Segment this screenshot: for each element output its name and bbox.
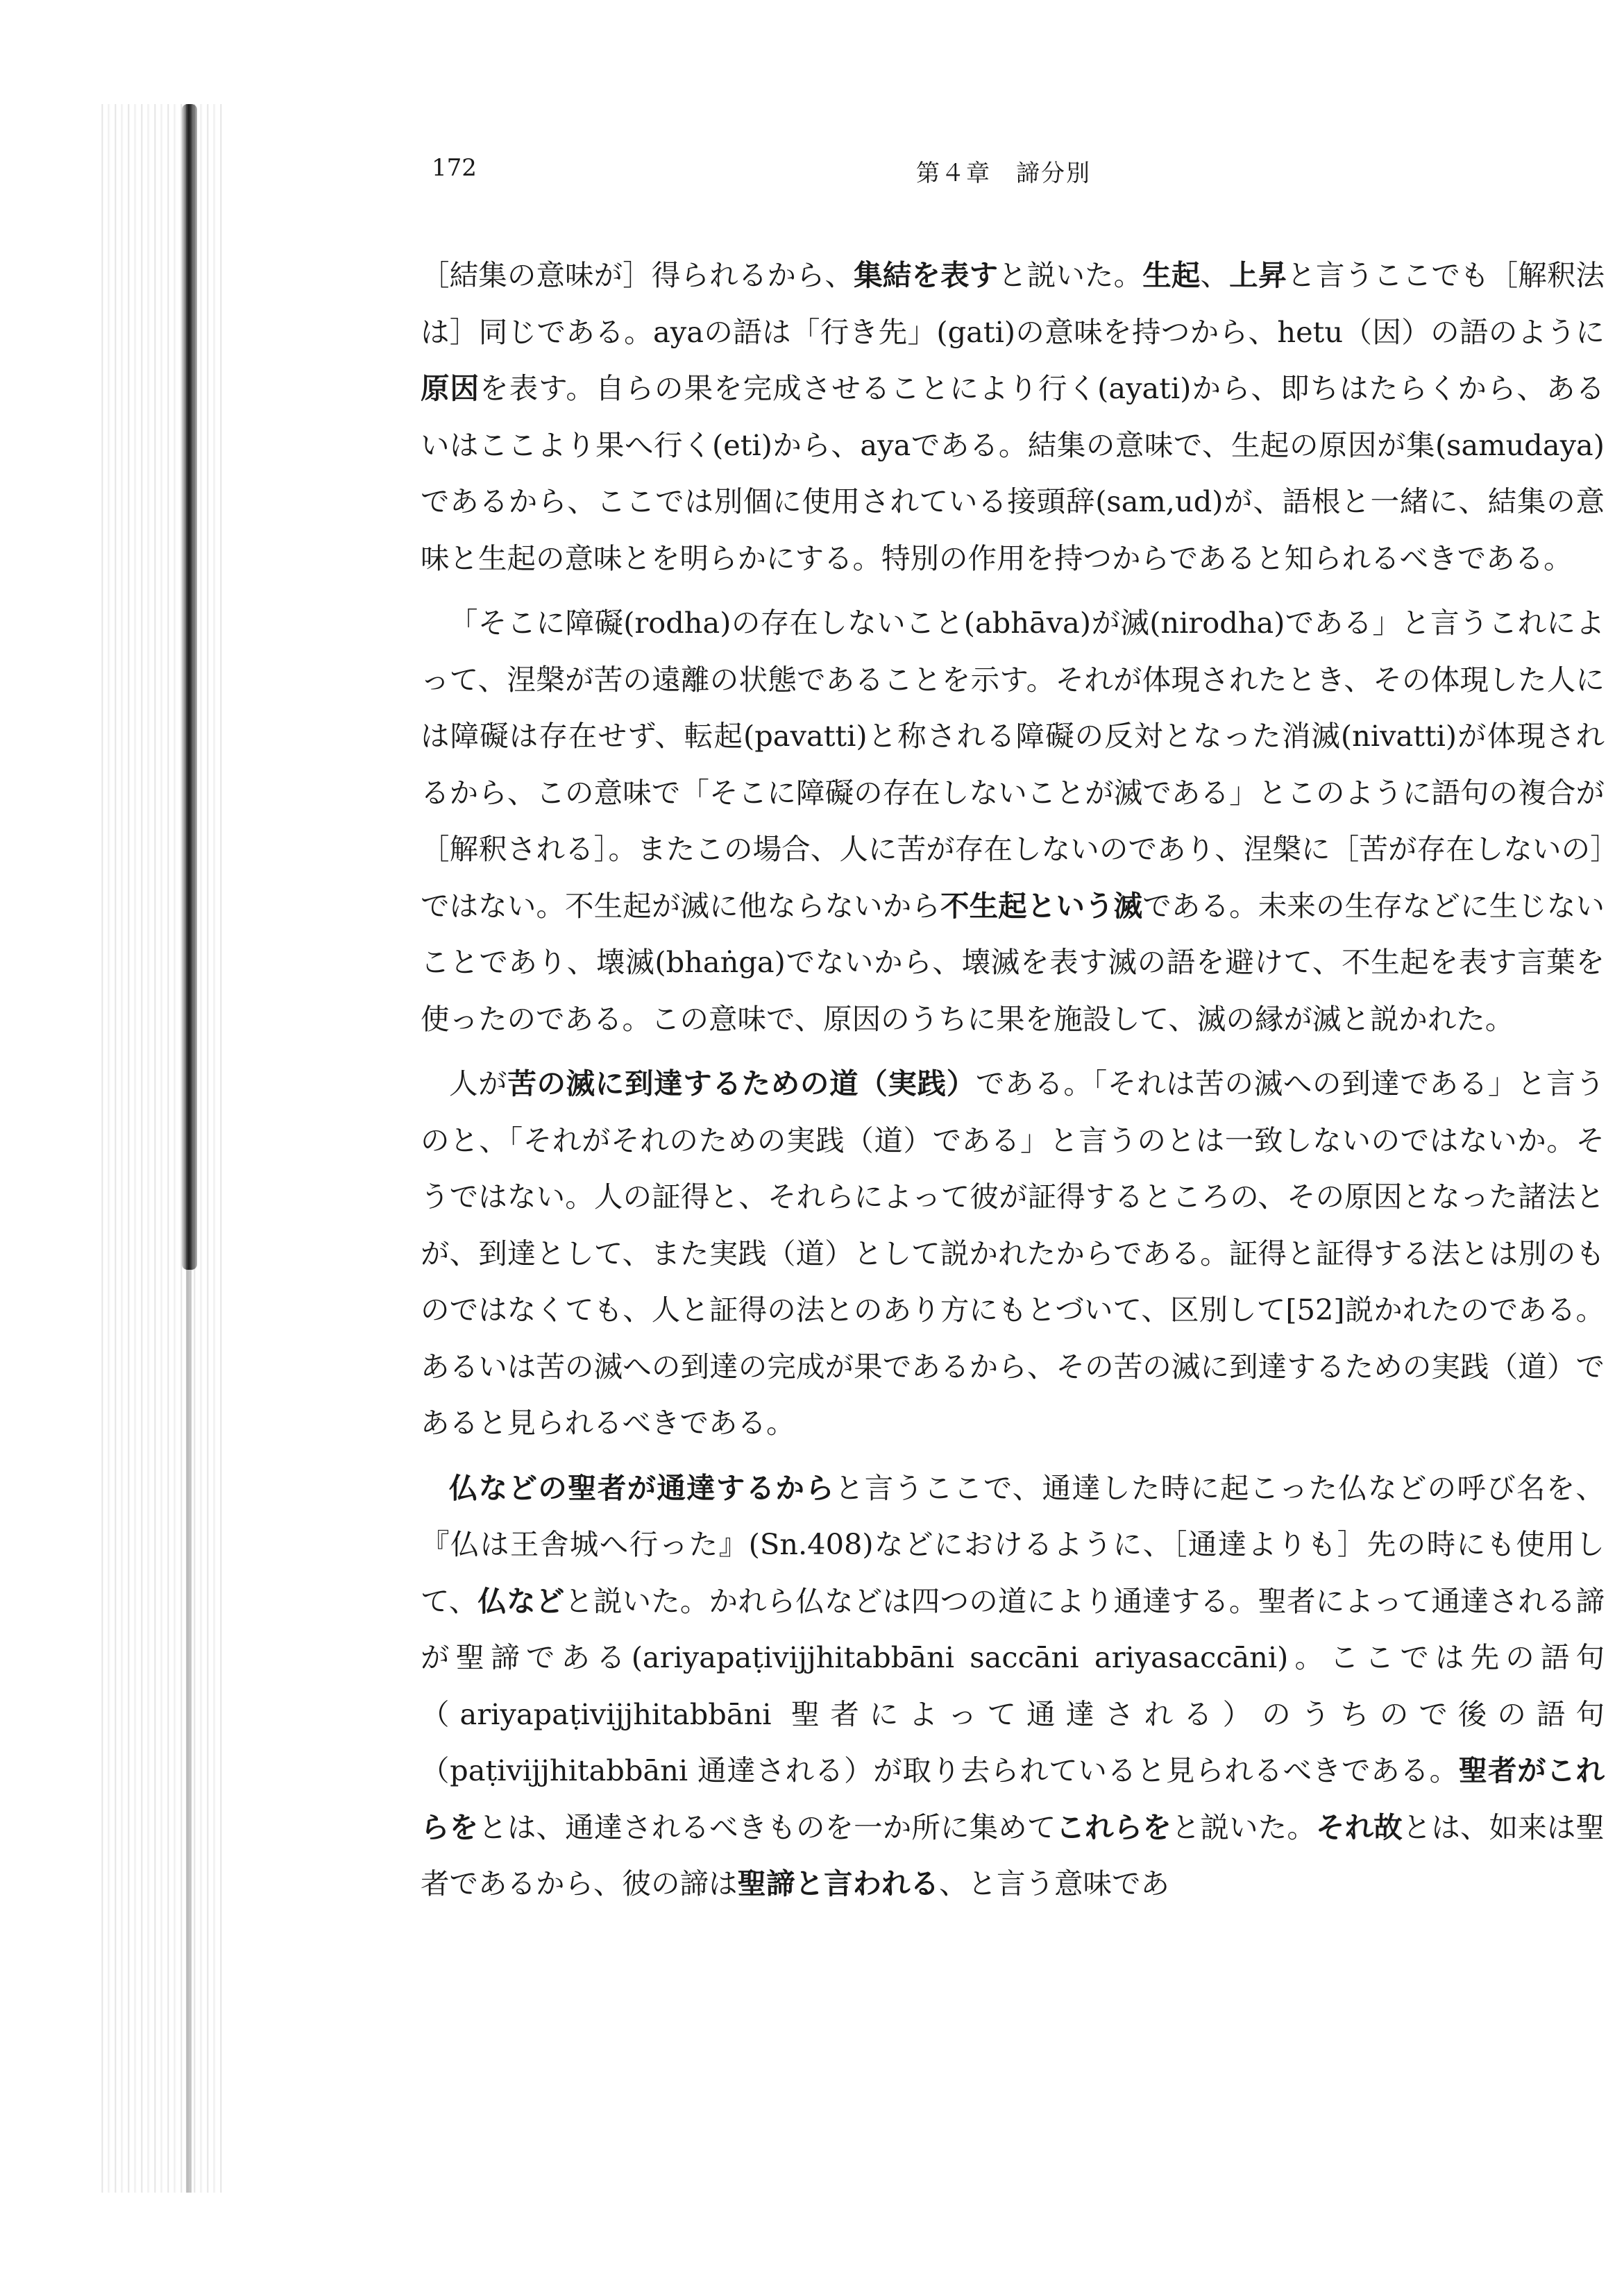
page-number: 172	[432, 154, 477, 182]
text-segment: と説いた。かれら仏などは四つの道により通達する。聖者によって通達される諦が聖諦である(ariyapaṭivijjhitabbāni saccāni ariyasaccāni)。ここでは先の語句（ariyapaṭivijjhitabbāni 聖者によって通達される）のうちので後の語句（paṭivijjhitabbāni 通達される）が取り去られていると見られるべきである。	[421, 1583, 1605, 1787]
running-head	[0, 154, 1624, 196]
bold-term: 上昇	[1229, 258, 1287, 292]
text-segment: を表す。自らの果を完成させることにより行く(ayati)から、即ちはたらくから、あるいはここより果へ行く(eti)から、ayaである。結集の意味で、生起の原因が集(samudaya)であるから、ここでは別個に使用されている接頭辞(sam,ud)が、語根と一緒に、結集の意味と生起の意味とを明らかにする。特別の作用を持つからであると知られるべきである。	[421, 371, 1605, 575]
paragraph	[421, 1460, 1605, 1912]
text-segment: ［結集の意味が］得られるから、	[421, 258, 854, 292]
text-segment: と説いた。	[1171, 1810, 1316, 1844]
scan-binding-shadow	[97, 104, 222, 2193]
text-segment: と説いた。	[998, 258, 1143, 292]
chapter-title: 第４章 諦分別	[916, 160, 1091, 187]
text-segment: 、と言う意味であ	[939, 1866, 1170, 1900]
bold-term: それ故	[1315, 1810, 1403, 1844]
text-segment: と言うここでも［解釈法は］同じである。ayaの語は「行き先」(gati)の意味を持つから、hetu（因）の語のように	[421, 258, 1605, 349]
text-segment: とは、如来は聖者であるから、彼の諦は	[421, 1810, 1605, 1900]
bold-term: 不生起という滅	[940, 888, 1143, 923]
paragraph	[421, 595, 1605, 1047]
text-segment: である。未来の生存などに生じないことであり、壊滅(bhaṅga)でないから、壊滅を表す滅の語を避けて、不生起を表す言葉を使ったのである。この意味で、原因のうちに果を施設して、滅の縁が滅と説かれた。	[421, 888, 1605, 1036]
body-text	[421, 247, 1605, 1912]
bold-term: 苦の滅に到達するための道（実践）	[507, 1066, 976, 1100]
bold-term: 仏など	[477, 1583, 565, 1618]
bold-term: これらを	[1056, 1810, 1172, 1844]
paragraph	[421, 1055, 1605, 1452]
bold-term: 生起	[1142, 258, 1201, 292]
text-segment: 「そこに障礙(rodha)の存在しないこと(abhāva)が滅(nirodha)である」と言うこれによって、涅槃が苦の遠離の状態であることを示す。それが体現されたとき、その体現した人には障礙は存在せず、転起(pavatti)と称される障礙の反対となった消滅(nivatti)が体現されるから、この意味で「そこに障礙の存在しないことが滅である」とこのように語句の複合が［解釈される］。またこの場合、人に苦が存在しないのであり、涅槃に［苦が存在しないの］ではない。不生起が滅に他ならないから	[421, 606, 1605, 923]
bold-term: 原因	[421, 371, 480, 405]
text-segment: 人が	[449, 1066, 508, 1100]
bold-term: 聖者がこれらを	[421, 1753, 1605, 1844]
text-segment: とは、通達されるべきものを一か所に集めて	[478, 1810, 1056, 1844]
text-segment: と言うここで、通達した時に起こった仏などの呼び名を、『仏は王舎城へ行った』(Sn.408)などにおけるように、［通達よりも］先の時にも使用して、	[421, 1470, 1605, 1618]
text-segment: である。「それは苦の滅への到達である」と言うのと、「それがそれのための実践（道）である」と言うのとは一致しないのではないか。そうではない。人の証得と、それらによって彼が証得するところの、その原因となった諸法とが、到達として、また実践（道）として説かれたからである。証得と証得する法とは別のものではなくても、人と証得の法とのあり方にもとづいて、区別して[52]説かれたのである。あるいは苦の滅への到達の完成が果であるから、その苦の滅に到達するための実践（道）であると見られるべきである。	[421, 1066, 1605, 1440]
paragraph	[421, 247, 1605, 586]
bold-term: 集結を表す	[854, 258, 999, 292]
bold-term: 仏などの聖者が通達するから	[449, 1470, 835, 1505]
text-segment: 、	[1200, 258, 1230, 292]
scan-binding-line	[186, 104, 192, 2193]
bold-term: 聖諦と言われる	[737, 1866, 940, 1900]
